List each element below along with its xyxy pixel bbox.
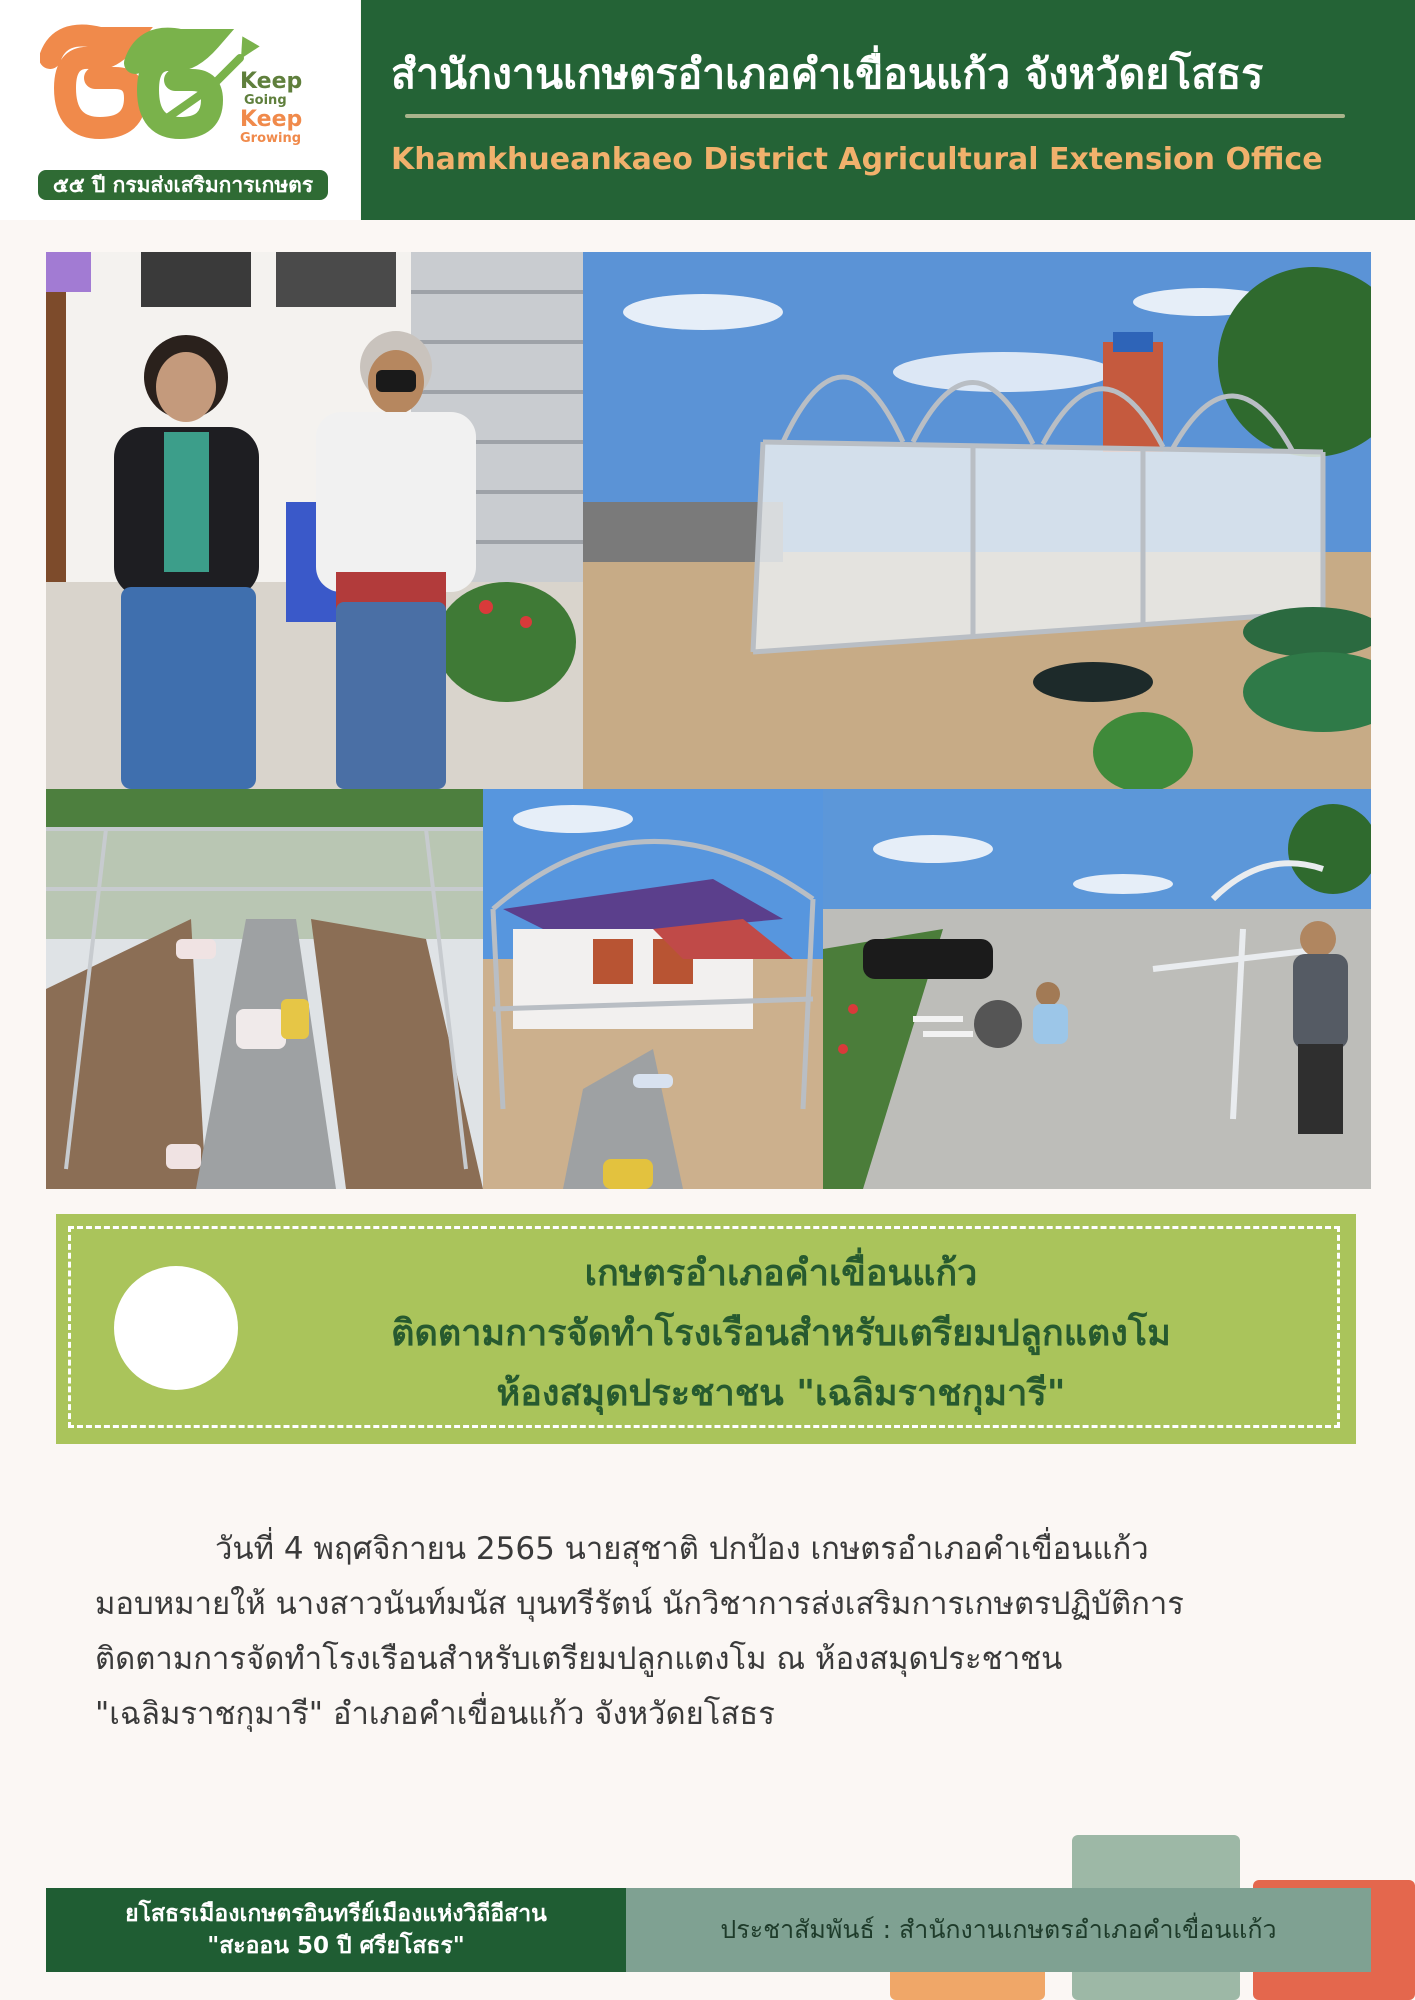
staff-and-farmer-photo [46, 252, 583, 789]
header-bar [361, 0, 1415, 220]
footer-slogan [46, 1888, 626, 1972]
logo-word-growing: Growing [240, 131, 302, 146]
office-title-english: Khamkhueankaeo District Agricultural Extension Office [391, 142, 1323, 177]
headline-line-1: เกษตรอำเภอคำเขื่อนแก้ว [584, 1253, 978, 1294]
logo-caption: ๕๕ ปี กรมส่งเสริมการเกษตร [38, 170, 328, 200]
logo-word-going: Going [244, 93, 287, 108]
net-greenhouse-frame-photo [583, 252, 1371, 789]
headline-text [236, 1244, 1326, 1424]
greenhouse-with-building-photo [483, 789, 823, 1189]
paragraph-line-1: วันที่ 4 พฤศจิกายน 2565 นายสุชาติ ปกป้อง เกษตรอำเภอคำเขื่อนแก้ว [215, 1531, 1149, 1567]
paragraph-line-2: มอบหมายให้ นางสาวนันท์มนัส บุนทรีรัตน์ นักวิชาการส่งเสริมการเกษตรปฏิบัติการ [95, 1586, 1184, 1622]
news-paragraph [95, 1522, 1335, 1742]
headline-line-3: ห้องสมุดประชาชน "เฉลิมราชกุมารี" [496, 1373, 1066, 1414]
footer-credit: ประชาสัมพันธ์ : สำนักงานเกษตรอำเภอคำเขื่อนแก้ว [626, 1888, 1371, 1972]
logo-55-years-icon [40, 18, 330, 178]
logo-panel [0, 0, 360, 220]
logo-word-keep: Keep [240, 69, 303, 94]
paragraph-line-4: "เฉลิมราชกุมารี" อำเภอคำเขื่อนแก้ว จังหวัดยโสธร [95, 1696, 775, 1732]
workers-building-frame-photo [823, 789, 1371, 1189]
paragraph-line-3: ติดตามการจัดทำโรงเรือนสำหรับเตรียมปลูกแตงโม ณ ห้องสมุดประชาชน [95, 1641, 1063, 1677]
headline-banner [56, 1214, 1356, 1444]
footer-slogan-line-2: "สะออน 50 ปี ศรียโสธร" [207, 1933, 465, 1959]
banner-circle-ornament [114, 1266, 238, 1390]
footer-slogan-line-1: ยโสธรเมืองเกษตรอินทรีย์เมืองแห่งวิถีอีสาน [125, 1901, 547, 1927]
office-title-thai: สำนักงานเกษตรอำเภอคำเขื่อนแก้ว จังหวัดยโสธร [391, 50, 1264, 98]
greenhouse-interior-beds-photo [46, 789, 483, 1189]
logo-word-keep-2: Keep [240, 107, 303, 132]
header-divider [405, 114, 1345, 118]
headline-line-2: ติดตามการจัดทำโรงเรือนสำหรับเตรียมปลูกแตงโม [391, 1313, 1171, 1354]
